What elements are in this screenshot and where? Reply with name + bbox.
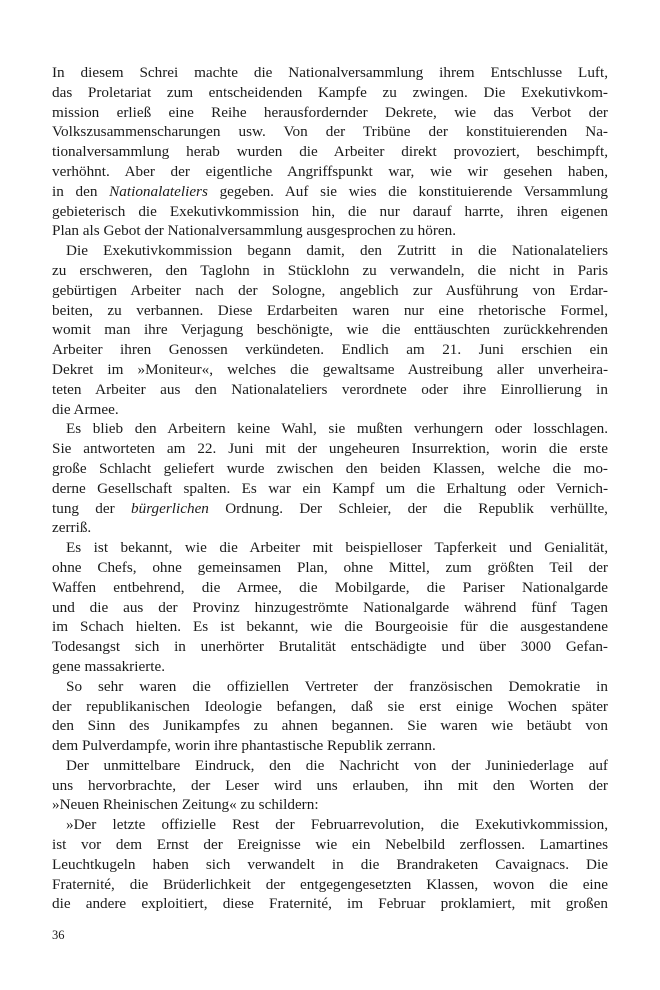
text-line: große Schlacht geliefert wurde zwischen den beiden Klassen, welche die mo-	[52, 459, 608, 477]
text-line: uns hervorbrachte, der Leser wird uns erlauben, ihn mit den Worten der	[52, 776, 608, 794]
italic-term: bürgerlichen	[131, 499, 209, 517]
text-line: Der unmittelbare Eindruck, den die Nachricht von der Juniniederlage auf	[66, 756, 608, 774]
text-line: Fraternité, die Brüderlichkeit der entgegengesetzten Klassen, wovon die eine	[52, 875, 608, 893]
text-segment: Ordnung. Der Schleier, der die Republik verhüllte,	[208, 499, 608, 517]
paragraph	[52, 538, 608, 677]
text-line: gene massakrierte.	[52, 657, 166, 675]
text-line: die Armee.	[52, 400, 119, 418]
text-line: beiten, zu verbannen. Diese Erdarbeiten waren nur eine rhetorische Formel,	[52, 301, 608, 319]
text-line: Sie antworteten am 22. Juni mit der ungeheuren Insurrektion, worin die erste	[52, 440, 608, 458]
text-line: gebürtigen Arbeiter nach der Sologne, angeblich zur Ausführung von Erdar-	[52, 281, 608, 299]
text-line: ist vor dem Ernst der Ereignisse wie ein Nebelbild zerflossen. Lamartines	[52, 836, 608, 854]
text-line: und die aus der Provinz hinzugeströmte Nationalgarde während fünf Tagen	[52, 598, 608, 616]
text-line: Leuchtkugeln haben sich verwandelt in die Brandraketen Cavaignacs. Die	[52, 855, 608, 873]
text-line: So sehr waren die offiziellen Vertreter der französischen Demokratie in	[66, 677, 608, 695]
text-line: dem Pulverdampfe, worin ihre phantastische Republik zerrann.	[52, 737, 436, 755]
text-line: In diesem Schrei machte die Nationalversammlung ihrem Entschlusse Luft,	[52, 64, 608, 81]
text-line: der republikanischen Ideologie befangen, daß sie erst einige Wochen später	[52, 697, 608, 715]
text-segment: tung der	[52, 499, 132, 517]
body-text	[52, 63, 608, 914]
text-line: Dekret im »Moniteur«, welches die gewaltsame Austreibung aller unverheira-	[52, 360, 608, 378]
text-segment: gegeben. Auf sie wies die konstituierende Versammlung	[207, 182, 608, 200]
text-segment: in den	[52, 182, 110, 200]
paragraph	[52, 241, 608, 419]
text-line: ohne Chefs, ohne gemeinsamen Plan, ohne Mittel, zum größten Teil der	[52, 558, 608, 576]
text-line: womit man ihre Verjagung beschönigte, wie die enttäuschten zurückkehrenden	[52, 321, 608, 339]
text-line: Es blieb den Arbeitern keine Wahl, sie mußten verhungern oder losschlagen.	[66, 420, 608, 438]
text-line: Todesangst sich in unerhörter Brutalität entschädigte und über 3000 Gefan-	[52, 638, 608, 656]
text-line: »Der letzte offizielle Rest der Februarrevolution, die Exekutivkommission,	[66, 816, 608, 834]
text-line: den Sinn des Junikampfes zu ahnen begannen. Sie waren wie betäubt von	[52, 717, 608, 735]
text-line: Waffen entbehrend, die Armee, die Mobilgarde, die Pariser Nationalgarde	[52, 578, 608, 596]
text-line: mission erließ eine Reihe herausfordernder Dekrete, wie das Verbot der	[52, 103, 608, 121]
paragraph	[52, 815, 608, 914]
text-line: »Neuen Rheinischen Zeitung« zu schildern:	[52, 796, 319, 814]
text-line: Die Exekutivkommission begann damit, den Zutritt in die Nationalateliers	[66, 242, 608, 260]
text-line: gebieterisch die Exekutivkommission hin, die nur darauf harrte, ihren eigenen	[52, 202, 608, 220]
text-line: zerriß.	[52, 519, 92, 537]
text-line: tionalversammlung herab wurden die Arbeiter direkt provoziert, beschimpft,	[52, 143, 608, 161]
text-line	[52, 499, 608, 519]
text-line: das Proletariat zum entscheidenden Kampfe zu zwingen. Die Exekutivkom-	[52, 83, 608, 101]
text-line: die andere exploitiert, diese Fraternité, im Februar proklamiert, mit großen	[52, 895, 608, 913]
text-line: im Schach hielten. Es ist bekannt, wie die Bourgeoisie für die ausgestandene	[52, 618, 608, 636]
text-line: Plan als Gebot der Nationalversammlung ausgesprochen zu hören.	[52, 222, 457, 240]
page-number: 36	[52, 928, 65, 942]
text-line: teten Arbeiter aus den Nationalateliers verordnete oder ihre Einrollierung in	[52, 380, 608, 398]
text-line: verhöhnt. Aber der eigentliche Angriffspunkt war, wie wir gesehen haben,	[52, 162, 608, 180]
text-line: derne Gesellschaft spalten. Es war ein Kampf um die Erhaltung oder Vernich-	[52, 479, 608, 497]
text-line	[52, 182, 608, 202]
paragraph	[52, 419, 608, 538]
paragraph	[52, 756, 608, 815]
text-line: Arbeiter ihren Genossen verkündeten. Endlich am 21. Juni erschien ein	[52, 341, 608, 359]
paragraph	[52, 63, 608, 241]
text-line: Es ist bekannt, wie die Arbeiter mit beispielloser Tapferkeit und Genialität,	[66, 539, 608, 557]
text-line: Volkszusammenscharungen usw. Von der Tribüne der konstituierenden Na-	[52, 123, 608, 141]
paragraph	[52, 677, 608, 756]
text-line: zu erschweren, den Taglohn in Stücklohn zu verwandeln, die nicht in Paris	[52, 261, 608, 279]
italic-term: Nationalateliers	[109, 182, 208, 200]
